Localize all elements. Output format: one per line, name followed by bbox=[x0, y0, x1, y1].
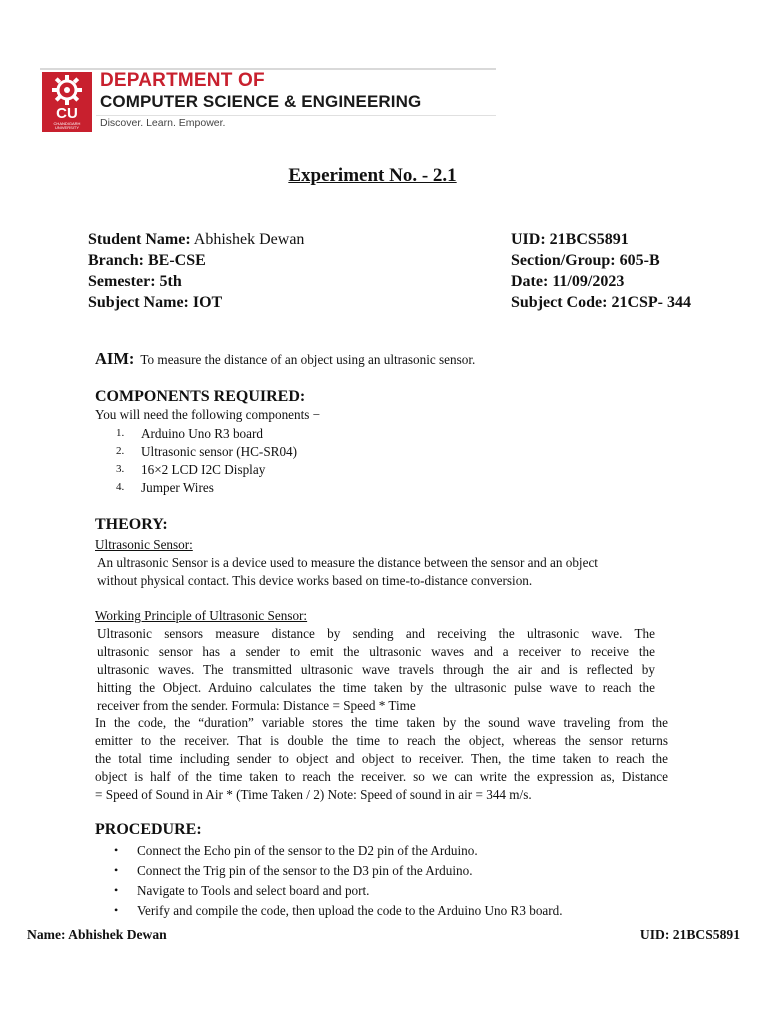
department-header bbox=[40, 68, 496, 134]
list-item bbox=[116, 426, 416, 444]
info-row-subject-name bbox=[88, 292, 304, 313]
paragraph-line: hitting the Object. Arduino calculates the time taken by the ultrasonic pulse wave to reach the bbox=[97, 680, 655, 695]
paragraph-line: An ultrasonic Sensor is a device used to measure the distance between the sensor and an object bbox=[97, 555, 598, 570]
paragraph-line: without physical contact. This device works based on time-to-distance conversion. bbox=[97, 573, 533, 588]
info-row-section bbox=[511, 250, 691, 271]
theory-subheading-sensor: Ultrasonic Sensor: bbox=[95, 537, 193, 552]
list-number: 4. bbox=[116, 481, 125, 493]
theory-heading: THEORY: bbox=[95, 516, 168, 533]
list-item bbox=[114, 863, 674, 883]
info-label: UID: bbox=[511, 231, 546, 248]
info-row-date bbox=[511, 271, 691, 292]
theory-paragraph-3 bbox=[95, 714, 668, 804]
list-item bbox=[114, 843, 674, 863]
list-text: Connect the Echo pin of the sensor to the D2 pin of the Arduino. bbox=[137, 843, 478, 858]
info-row-semester bbox=[88, 271, 304, 292]
bullet: • bbox=[114, 903, 119, 917]
info-label: Section/Group: bbox=[511, 252, 616, 269]
info-label: Subject Code: bbox=[511, 294, 608, 311]
list-text: Arduino Uno R3 board bbox=[141, 426, 263, 441]
gear-emblem-icon bbox=[51, 74, 83, 106]
experiment-title bbox=[0, 165, 745, 187]
aim-heading: AIM: bbox=[95, 349, 135, 368]
footer-name: Name: Abhishek Dewan bbox=[27, 927, 167, 942]
list-number: 3. bbox=[116, 463, 125, 475]
list-text: Navigate to Tools and select board and port. bbox=[137, 883, 370, 898]
theory-subheading-principle: Working Principle of Ultrasonic Sensor: bbox=[95, 608, 308, 623]
theory-paragraph-2 bbox=[97, 625, 655, 715]
paragraph-line: In the code, the “duration” variable stores the time taken by the sound wave traveling from the bbox=[95, 715, 668, 730]
paragraph-line: ultrasonic waves. The transmitted ultrasonic wave travels through the air and is reflected by bbox=[97, 662, 655, 677]
list-text: Ultrasonic sensor (HC-SR04) bbox=[141, 444, 298, 459]
list-number: 1. bbox=[116, 427, 125, 439]
list-text: Connect the Trig pin of the sensor to the D3 pin of the Arduino. bbox=[137, 863, 473, 878]
logo-text: CU bbox=[56, 105, 78, 122]
paragraph-line: = Speed of Sound in Air * (Time Taken / 2) Note: Speed of sound in air = 344 m/s. bbox=[95, 787, 532, 802]
paragraph-line: receiver from the sender. Formula: Distance = Speed * Time bbox=[97, 698, 416, 713]
bullet: • bbox=[114, 863, 119, 877]
info-label: Branch: bbox=[88, 252, 144, 269]
list-item bbox=[114, 903, 674, 923]
info-value: 11/09/2023 bbox=[548, 273, 625, 290]
paragraph-line: ultrasonic sensor has a sender to emit the ultrasonic waves and a receiver to receive the bbox=[97, 644, 655, 659]
info-label: Semester: bbox=[88, 273, 156, 290]
cu-logo bbox=[42, 72, 92, 132]
info-label: Student Name: bbox=[88, 231, 191, 248]
footer-uid: UID: 21BCS5891 bbox=[639, 927, 740, 942]
theory-paragraph-1 bbox=[97, 554, 672, 590]
list-text: Verify and compile the code, then upload the code to the Arduino Uno R3 board. bbox=[137, 903, 563, 918]
logo-subtext: CHANDIGARH UNIVERSITY bbox=[53, 121, 81, 130]
list-text: Jumper Wires bbox=[141, 480, 214, 495]
student-info-left bbox=[88, 229, 304, 313]
aim-section bbox=[95, 349, 475, 369]
paragraph-line: Ultrasonic sensors measure distance by sending and receiving the ultrasonic wave. The bbox=[97, 626, 655, 641]
procedure-heading: PROCEDURE: bbox=[95, 821, 202, 838]
info-value: IOT bbox=[188, 294, 223, 311]
list-item bbox=[116, 444, 416, 462]
info-value: 21CSP- 344 bbox=[607, 294, 691, 311]
info-row-subject-code bbox=[511, 292, 691, 313]
header-divider bbox=[96, 115, 496, 116]
list-item bbox=[116, 462, 416, 480]
department-title-line2: COMPUTER SCIENCE & ENGINEERING bbox=[100, 92, 422, 111]
experiment-title-text: Experiment No. - 2.1 bbox=[288, 165, 457, 186]
info-value: 21BCS5891 bbox=[545, 231, 629, 248]
info-row-uid bbox=[511, 229, 691, 250]
info-label: Subject Name: bbox=[88, 294, 189, 311]
paragraph-line: the total time including sender to object and object to receiver. Then, the time taken to reach the bbox=[95, 751, 668, 766]
bullet: • bbox=[114, 883, 119, 897]
components-heading: COMPONENTS REQUIRED: bbox=[95, 388, 306, 405]
components-list bbox=[116, 426, 416, 498]
info-label: Date: bbox=[511, 273, 549, 290]
list-item bbox=[116, 480, 416, 498]
tagline: Discover. Learn. Empower. bbox=[100, 117, 226, 129]
list-text: 16×2 LCD I2C Display bbox=[141, 462, 266, 477]
student-info-right bbox=[511, 229, 691, 313]
info-row-student-name bbox=[88, 229, 304, 250]
info-value: BE-CSE bbox=[144, 252, 206, 269]
list-item bbox=[114, 883, 674, 903]
department-title-line1: DEPARTMENT OF bbox=[100, 70, 265, 91]
paragraph-line: emitter to the receiver. That is double the time to reach the object, whereas the sensor returns bbox=[95, 733, 668, 748]
info-value: Abhishek Dewan bbox=[190, 231, 305, 248]
info-value: 5th bbox=[155, 273, 182, 290]
paragraph-line: object is half of the time taken to reach the receiver. so we can write the expression as, Distance bbox=[95, 769, 668, 784]
list-number: 2. bbox=[116, 445, 125, 457]
info-row-branch bbox=[88, 250, 304, 271]
info-value: 605-B bbox=[615, 252, 660, 269]
aim-text: To measure the distance of an object using an ultrasonic sensor. bbox=[140, 352, 476, 367]
procedure-list bbox=[114, 843, 674, 923]
bullet: • bbox=[114, 843, 119, 857]
components-intro: You will need the following components − bbox=[95, 407, 321, 422]
